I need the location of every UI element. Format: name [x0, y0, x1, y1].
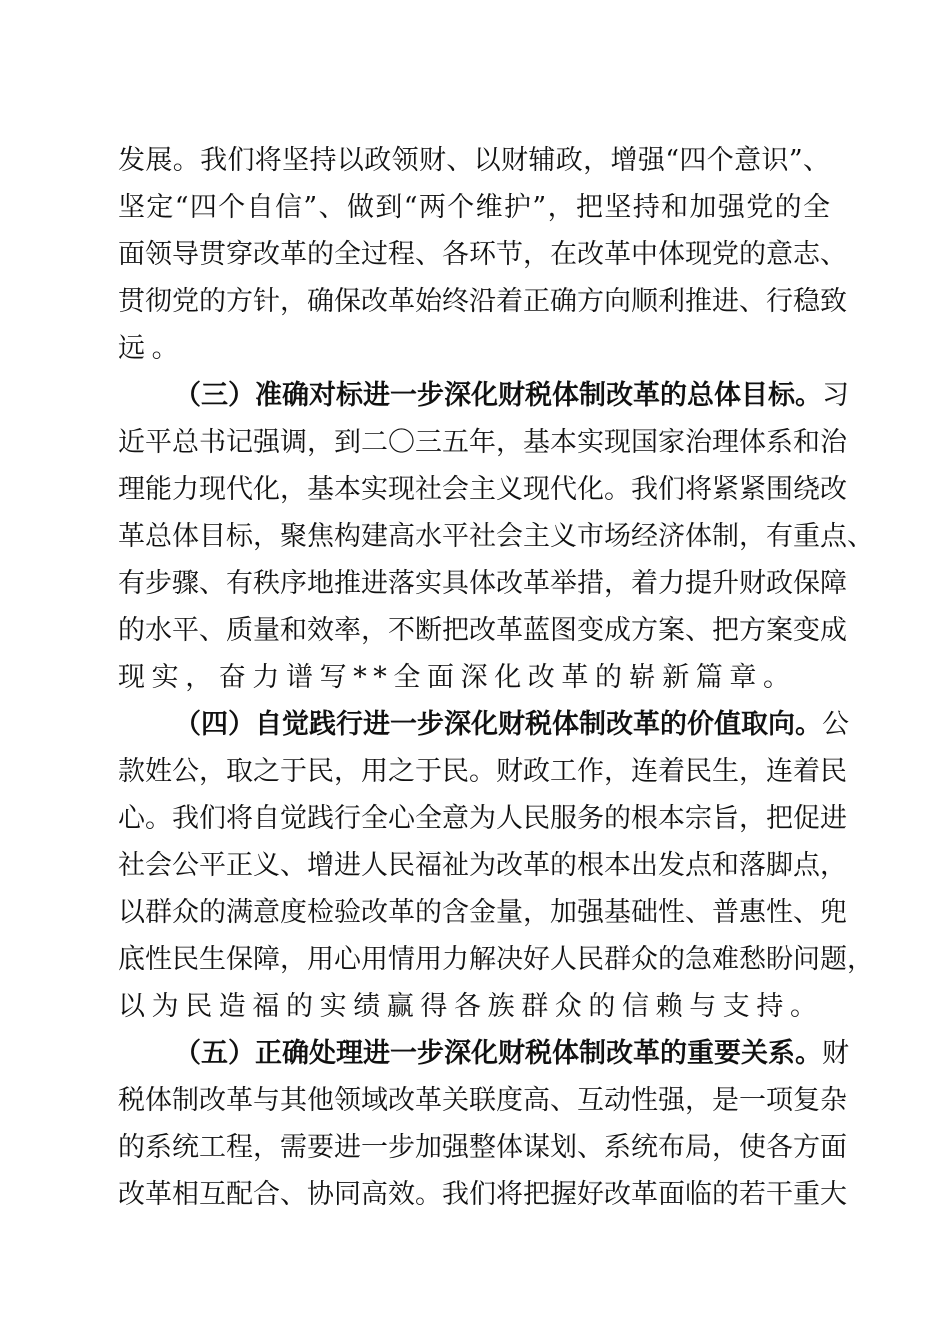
para2-first-line — [174, 376, 849, 416]
para4-line-1: 税体制改革与其他领域改革关联度高、互动性强，是一项复杂 — [118, 1085, 847, 1116]
para3-line-3: 社会公平正义、增进人民福祉为改革的根本出发点和落脚点， — [118, 850, 847, 881]
para4-line-3: 改革相互配合、协同高效。我们将把握好改革面临的若干重大 — [118, 1179, 847, 1210]
para1-line-4: 贯彻党的方针，确保改革始终沿着正确方向顺利推进、行稳致 — [118, 286, 847, 317]
para2-line-5: 的水平、质量和效率，不断把改革蓝图变成方案、把方案变成 — [118, 615, 847, 646]
para2-heading: （三）准确对标进一步深化财税体制改革的总体目标。 — [174, 380, 822, 411]
para3-line-4: 以群众的满意度检验改革的含金量，加强基础性、普惠性、兜 — [118, 897, 847, 928]
para3-line-2: 心。我们将自觉践行全心全意为人民服务的根本宗旨，把促进 — [118, 803, 847, 834]
para2-line-4: 有步骤、有秩序地推进落实具体改革举措，着力提升财政保障 — [118, 568, 847, 599]
para1-line-3: 面领导贯穿改革的全过程、各环节，在改革中体现党的意志、 — [118, 239, 847, 270]
para3-first-line — [174, 705, 849, 745]
para3-line-1: 款姓公，取之于民，用之于民。财政工作，连着民生，连着民 — [118, 756, 847, 787]
para3-first-line-rest: 公 — [822, 709, 849, 740]
para2-line-6: 现实，奋力谱写**全面深化改革的崭新篇章。 — [118, 662, 797, 693]
para4-line-2: 的系统工程，需要进一步加强整体谋划、系统布局，使各方面 — [118, 1132, 847, 1163]
para3-line-6: 以为民造福的实绩赢得各族群众的信赖与支持。 — [118, 991, 824, 1022]
para4-first-line-rest: 财 — [822, 1038, 849, 1069]
para1-line-5: 远。 — [118, 333, 186, 364]
para1-line-1: 发展。我们将坚持以政领财、以财辅政，增强“四个意识”、 — [118, 145, 830, 176]
para3-heading: （四）自觉践行进一步深化财税体制改革的价值取向。 — [174, 709, 822, 740]
para1-line-2: 坚定“四个自信”、做到“两个维护”，把坚持和加强党的全 — [118, 192, 830, 223]
para3-line-5: 底性民生保障，用心用情用力解决好人民群众的急难愁盼问题， — [118, 944, 874, 975]
para4-first-line — [174, 1034, 849, 1074]
para4-heading: （五）正确处理进一步深化财税体制改革的重要关系。 — [174, 1038, 822, 1069]
para2-first-line-rest: 习 — [822, 380, 849, 411]
para2-line-2: 理能力现代化，基本实现社会主义现代化。我们将紧紧围绕改 — [118, 474, 847, 505]
para2-line-3: 革总体目标，聚焦构建高水平社会主义市场经济体制，有重点、 — [118, 521, 874, 552]
para2-line-1: 近平总书记强调，到二〇三五年，基本实现国家治理体系和治 — [118, 427, 847, 458]
